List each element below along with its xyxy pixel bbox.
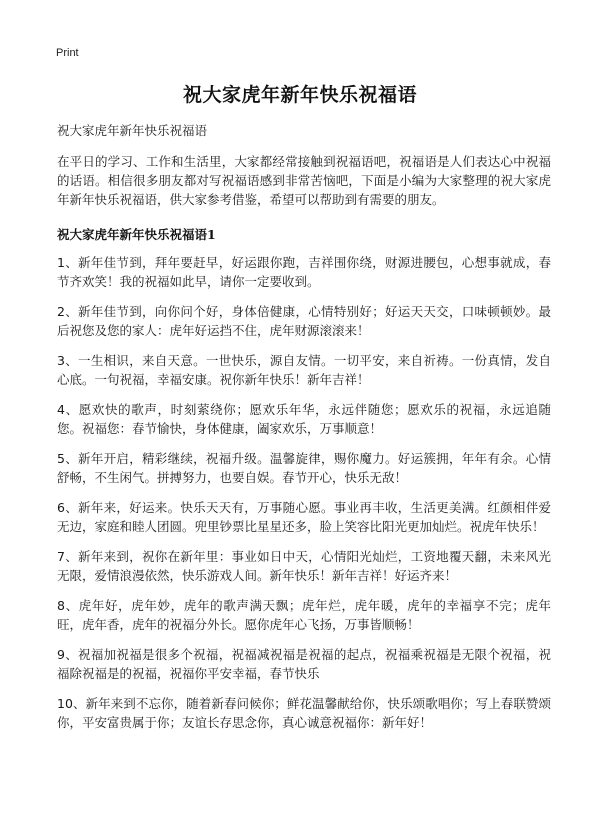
- article-body: [57, 121, 551, 743]
- print-link[interactable]: Print: [56, 47, 79, 59]
- list-item: 7、新年来到，祝你在新年里：事业如日中天，心情阳光灿烂，工资地覆天翻，未来风光无限，爱情浪漫依然，快乐游戏人间。新年快乐！新年吉祥！好运齐来！: [57, 549, 551, 583]
- list-item: 9、祝福加祝福是很多个祝福，祝福减祝福是祝福的起点，祝福乘祝福是无限个祝福，祝福除祝福是的祝福，祝福你平安幸福，春节快乐: [57, 647, 551, 681]
- blessing-list: [57, 253, 551, 732]
- article-subtitle: 祝大家虎年新年快乐祝福语: [57, 123, 208, 138]
- section-heading: 祝大家虎年新年快乐祝福语1: [57, 227, 216, 242]
- list-item: 1、新年佳节到，拜年要赶早，好运跟你跑，吉祥围你绕，财源进腰包，心想事就成，春节齐欢笑！我的祝福如此早，请你一定要收到。: [57, 255, 551, 289]
- list-item: 3、一生相识，来自天意。一世快乐，源自友情。一切平安，来自祈祷。一份真情，发自心底。一句祝福，幸福安康。祝你新年快乐！新年吉祥！: [57, 353, 551, 387]
- list-item: 4、愿欢快的歌声，时刻萦绕你；愿欢乐年华，永远伴随您；愿欢乐的祝福，永远追随您。祝福您：春节愉快，身体健康，阖家欢乐，万事顺意！: [57, 402, 551, 436]
- list-item: 10、新年来到不忘你，随着新春问候你；鲜花温馨献给你，快乐颂歌唱你；写上春联赞颂你，平安富贵属于你；友谊长存思念你，真心诚意祝福你：新年好！: [57, 696, 551, 730]
- list-item: 8、虎年好，虎年妙，虎年的歌声满天飘；虎年烂，虎年暖，虎年的幸福享不完；虎年旺，虎年香，虎年的祝福分外长。愿你虎年心飞扬，万事皆顺畅！: [57, 598, 551, 632]
- page-title: 祝大家虎年新年快乐祝福语: [182, 84, 417, 106]
- list-item: 5、新年开启，精彩继续，祝福升级。温馨旋律，赐你魔力。好运簇拥，年年有余。心情舒畅，不生闲气。拼搏努力，也要自娱。春节开心，快乐无敌！: [57, 451, 551, 485]
- list-item: 6、新年来，好运来。快乐天天有，万事随心愿。事业再丰收，生活更美满。红颜相伴爱无边，家庭和睦人团圆。兜里钞票比星星还多，脸上笑容比阳光更加灿烂。祝虎年快乐！: [57, 500, 551, 534]
- list-item: 2、新年佳节到，向你问个好，身体倍健康，心情特别好；好运天天交，口味顿顿妙。最后祝您及您的家人：虎年好运挡不住，虎年财源滚滚来！: [57, 304, 551, 338]
- intro-paragraph: 在平日的学习、工作和生活里，大家都经常接触到祝福语吧，祝福语是人们表达心中祝福的话语。相信很多朋友都对写祝福语感到非常苦恼吧，下面是小编为大家整理的祝大家虎年新年快乐祝福语，供大家参考借鉴，希望可以帮助到有需要的朋友。: [57, 154, 551, 207]
